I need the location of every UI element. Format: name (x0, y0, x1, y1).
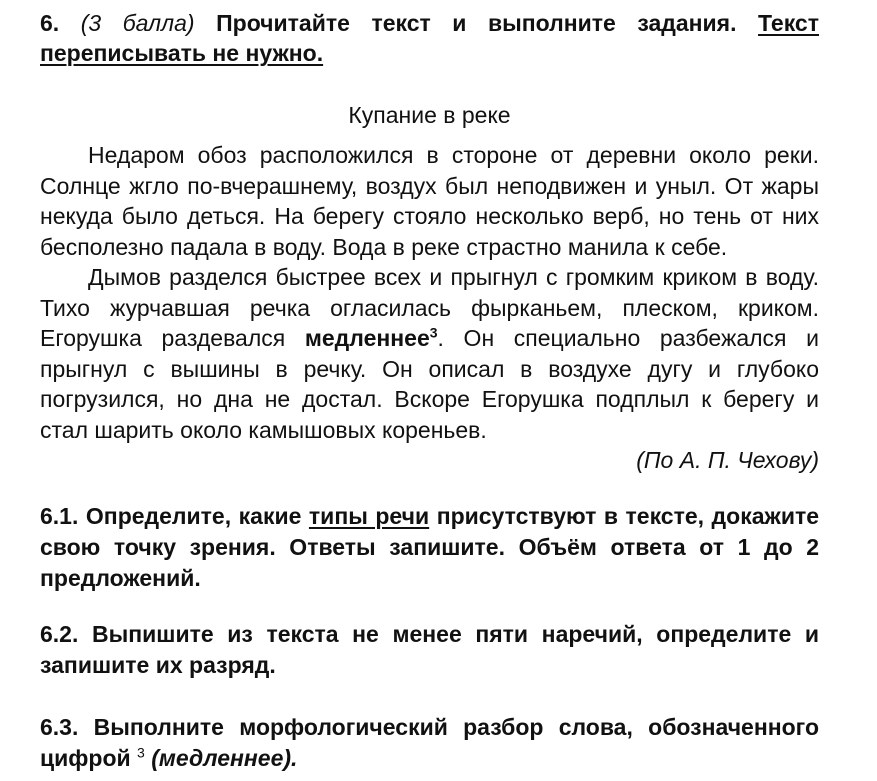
question-6-1-after: присутствуют в тексте, докажите свою точку зрения. Ответы запишите. Объём ответа от 1 до 2 предложений. (40, 503, 820, 591)
question-6-1-before: Определите, какие (85, 503, 302, 529)
text-paragraph-2 (40, 262, 819, 445)
task-points: (3 балла) (80, 10, 195, 36)
task-heading (40, 8, 819, 68)
question-6-2-text: Выпишите из текста не менее пяти наречий, определите и запишите их разряд. (40, 621, 820, 678)
question-6-3-word: (медленнее). (151, 745, 298, 771)
footnote-mark-3: 3 (429, 324, 438, 341)
task-instruction: Прочитайте текст и выполните задания. (216, 10, 737, 36)
paragraph-2-start: Дымов разделся быстрее всех и прыгнул с громким криком в воду. Тихо журчавшая речка огласилась фырканьем, плеском, криком. Егорушка раздевался (40, 264, 819, 351)
task-number: 6. (40, 10, 60, 36)
question-6-3-sup: 3 (137, 744, 145, 761)
text-paragraph-1: Недаром обоз расположился в стороне от деревни около реки. Солнце жгло по-вчерашнему, воздух был неподвижен и уныл. От жары некуда было деться. На берегу стояло несколько верб, но тень от них бесполезно падала в воду. Вода в реке страстно манила к себе. (40, 142, 819, 260)
question-6-1-underlined: типы речи (308, 503, 430, 529)
text-author: (По А. П. Чехову) (636, 447, 819, 473)
paragraph-2-end: . Он специально разбежался и прыгнул с вышины в речку. Он описал в воздухе дугу и глубоко погрузился, но дна не достал. Вскоре Егорушка подплыл к берегу и стал шарить около камышовых кореньев. (40, 325, 819, 443)
text-title: Купание в реке (348, 102, 511, 128)
question-6-1 (40, 501, 819, 594)
task-note: Текст переписывать не нужно. (40, 10, 819, 66)
question-6-2 (40, 619, 819, 681)
question-6-3-number: 6.3. (40, 714, 79, 740)
question-6-3 (40, 712, 819, 774)
bold-word-slower: медленнее (304, 325, 430, 351)
question-6-2-number: 6.2. (40, 621, 79, 647)
question-6-1-number: 6.1. (40, 503, 79, 529)
question-6-3-text: Выполните морфологический разбор слова, обозначенного цифрой (40, 714, 819, 771)
